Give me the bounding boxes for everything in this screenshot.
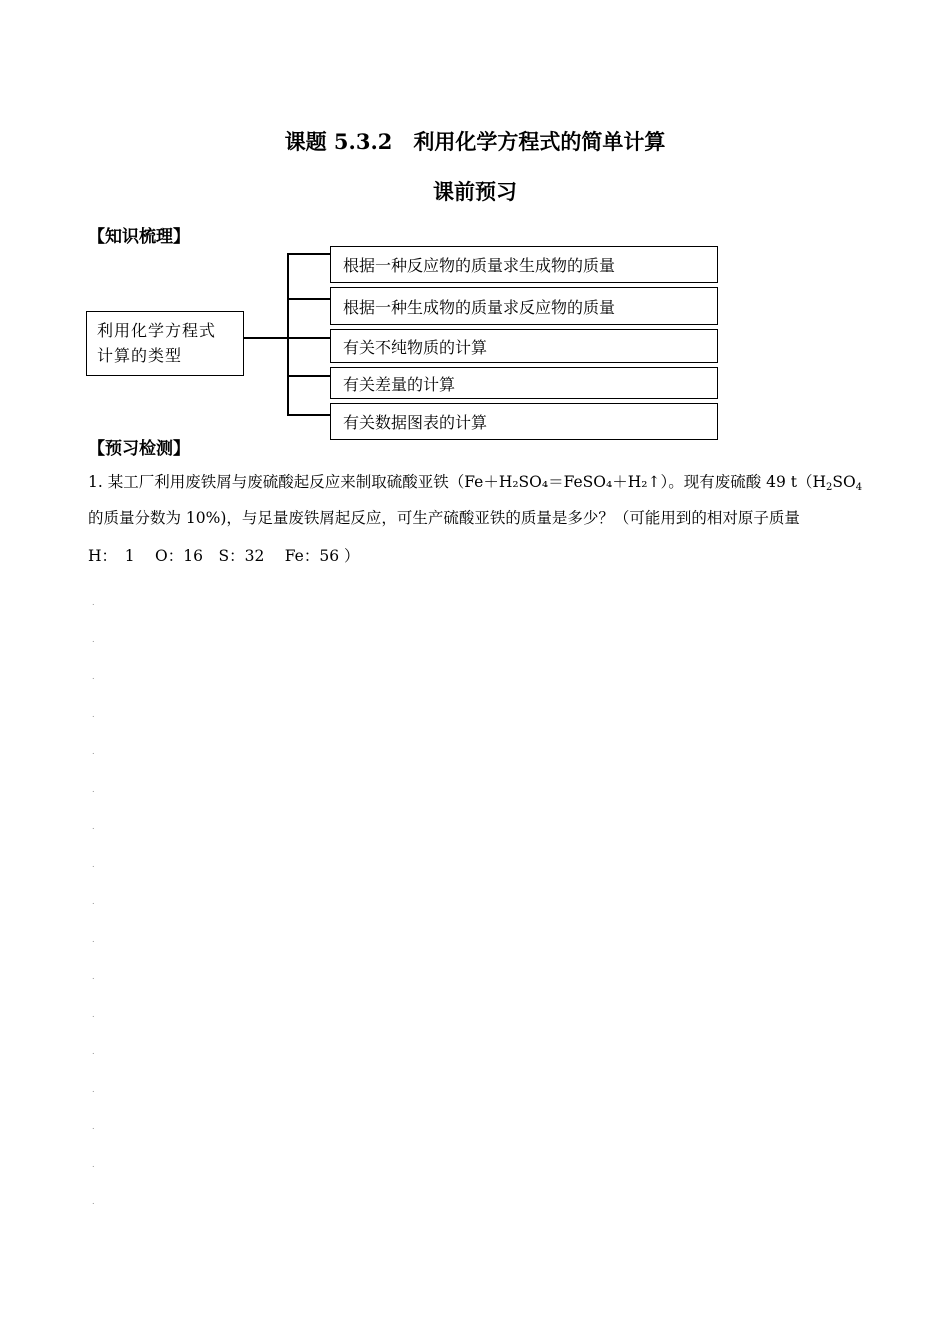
- diagram-root-line2: 计算的类型: [97, 346, 183, 365]
- diagram-root-line1: 利用化学方程式: [97, 321, 217, 340]
- paragraph-mark: .: [92, 822, 95, 831]
- diagram-connector-root: [244, 337, 288, 339]
- paragraph-mark: .: [92, 897, 95, 906]
- paragraph-mark: .: [92, 785, 95, 794]
- question-1-line-3: H： 1 O：16 S：32 Fe：56 ）: [88, 547, 360, 565]
- diagram-branch-box: 有关差量的计算: [330, 367, 718, 399]
- diagram-branch-box: 有关不纯物质的计算: [330, 329, 718, 363]
- page-subtitle: 课前预习: [433, 179, 517, 204]
- paragraph-mark: .: [92, 1122, 95, 1131]
- diagram-connector-branch: [287, 414, 330, 416]
- paragraph-mark: .: [92, 1160, 95, 1169]
- section-check-heading: 【预习检测】: [88, 439, 190, 459]
- paragraph-mark: .: [92, 747, 95, 756]
- diagram-connector-branch: [287, 375, 330, 377]
- diagram-connector-branch: [287, 337, 330, 339]
- question-text: 某工厂利用废铁屑与废硫酸起反应来制取硫酸亚铁（: [107, 473, 465, 491]
- paragraph-mark: .: [92, 1085, 95, 1094]
- diagram-connector-branch: [287, 253, 330, 255]
- chemical-equation: Fe＋H₂SO₄＝FeSO₄＋H₂↑: [464, 473, 661, 491]
- question-1-line-2: 的质量分数为 10%)，与足量废铁屑起反应，可生产硫酸亚铁的质量是多少？（可能用到的相对原子质量: [88, 509, 800, 527]
- paragraph-mark: .: [92, 972, 95, 981]
- paragraph-mark: .: [92, 860, 95, 869]
- page-title: 课题 5.3.2 利用化学方程式的简单计算: [284, 129, 666, 154]
- paragraph-mark: .: [92, 1197, 95, 1206]
- paragraph-mark: .: [92, 710, 95, 719]
- paragraph-mark: .: [92, 1010, 95, 1019]
- question-1-line-1: [88, 472, 862, 498]
- chemical-formula: $H_2SO_4$: [812, 473, 863, 493]
- paragraph-mark: .: [92, 598, 95, 607]
- diagram-branch-box: 根据一种生成物的质量求反应物的质量: [330, 287, 718, 325]
- diagram-root-box: [86, 311, 244, 376]
- diagram-branch-box: 根据一种反应物的质量求生成物的质量: [330, 246, 718, 283]
- paragraph-mark: .: [92, 935, 95, 944]
- diagram-connector-branch: [287, 298, 330, 300]
- paragraph-mark: .: [92, 672, 95, 681]
- diagram-connector-vertical: [287, 253, 289, 415]
- section-knowledge-heading: 【知识梳理】: [88, 227, 190, 247]
- paragraph-mark: .: [92, 1047, 95, 1056]
- question-text: ）。现有废硫酸 49 t（: [660, 473, 813, 491]
- question-number: 1.: [88, 473, 103, 491]
- paragraph-mark: .: [92, 635, 95, 644]
- diagram-branch-box: 有关数据图表的计算: [330, 403, 718, 440]
